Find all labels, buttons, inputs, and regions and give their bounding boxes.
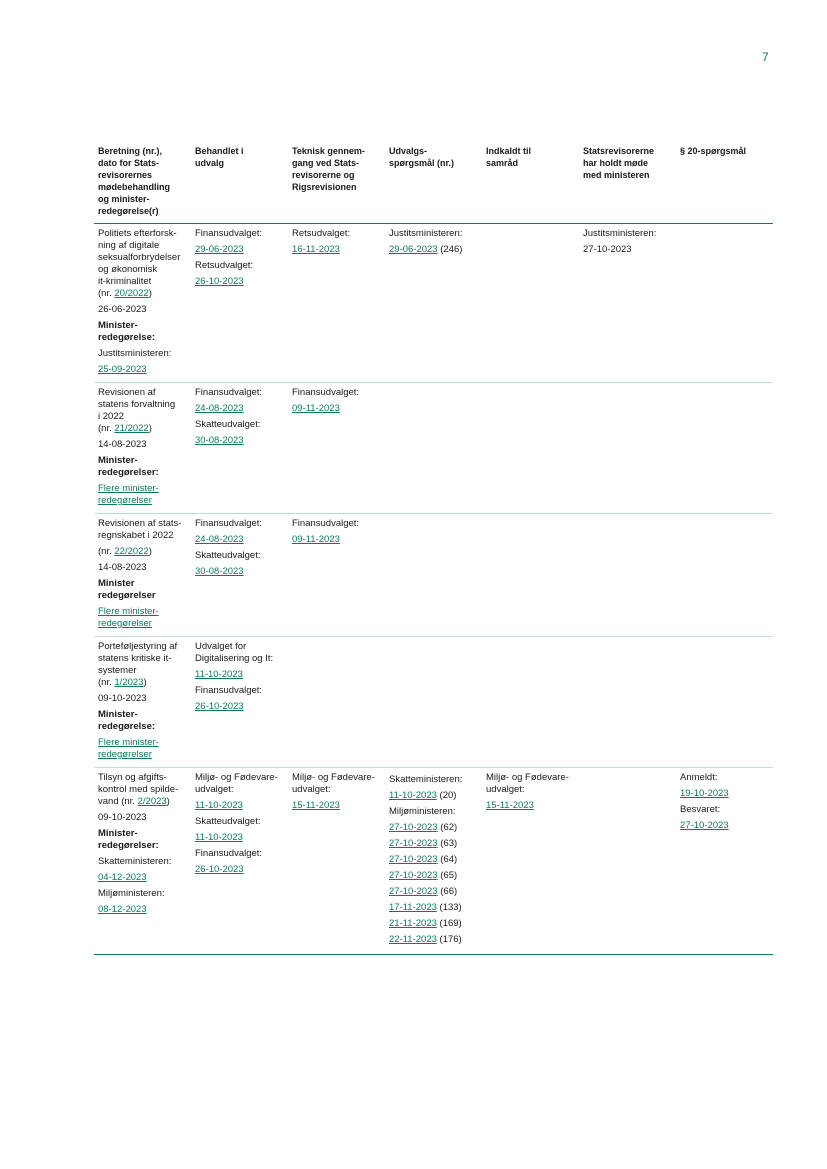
- date-link[interactable]: 29-06-2023: [195, 244, 244, 255]
- cell-samraad: Miljø- og Fødevare- udvalget: 15-11-2023: [482, 768, 579, 955]
- date-link[interactable]: 15-11-2023: [292, 800, 340, 811]
- cell-beretning: Tilsyn og afgifts- kontrol med spilde- vand (nr. 2/2023) 09-10-2023 Minister- redegørelser: Skatteministeren: 04-12-2023 Miljøministeren: 08-12-2023: [94, 768, 191, 955]
- cell-behandlet: Finansudvalget: 29-06-2023 Retsudvalget: 26-10-2023: [191, 224, 288, 383]
- table-header-row: [94, 143, 773, 224]
- cell-beretning: Politiets efterforsk- ning af digitale seksualforbrydelser og økonomisk it-kriminalitet (nr. 20/2022) 26-06-2023 Minister- redegørelse: Justitsministeren: 25-09-2023: [94, 224, 191, 383]
- cell-samraad: [482, 514, 579, 637]
- redegoerelse-link[interactable]: 25-09-2023: [98, 364, 147, 375]
- cell-paragraf-20: Anmeldt: 19-10-2023 Besvaret: 27-10-2023: [676, 768, 773, 955]
- beretning-link[interactable]: 1/2023: [114, 677, 144, 688]
- cell-statsrevisorerne: Justitsministeren: 27-10-2023: [579, 224, 676, 383]
- cell-udvalgsspoergsmaal: [385, 514, 482, 637]
- beretning-link[interactable]: 22/2022: [114, 546, 149, 557]
- cell-paragraf-20: [676, 514, 773, 637]
- date-link[interactable]: 29-06-2023: [389, 244, 438, 255]
- table-row: [94, 768, 773, 955]
- flere-redegoerelser-link[interactable]: Flere minister- redegørelser: [98, 737, 159, 760]
- cell-statsrevisorerne: [579, 514, 676, 637]
- table-row: [94, 514, 773, 637]
- date-link[interactable]: 09-11-2023: [292, 403, 340, 414]
- cell-udvalgsspoergsmaal: [385, 383, 482, 514]
- cell-statsrevisorerne: [579, 383, 676, 514]
- header-behandlet: Behandlet i udvalg: [191, 143, 288, 224]
- date-link[interactable]: 11-10-2023: [195, 832, 243, 843]
- date-link[interactable]: 26-10-2023: [195, 864, 244, 875]
- table-row: [94, 383, 773, 514]
- cell-udvalgsspoergsmaal: [385, 637, 482, 768]
- date-link[interactable]: 26-10-2023: [195, 276, 244, 287]
- date-link[interactable]: 24-08-2023: [195, 534, 244, 545]
- header-beretning: Beretning (nr.), dato for Stats- revisorernes mødebehandling og minister- redegørelse(r): [94, 143, 191, 224]
- table-row: [94, 637, 773, 768]
- cell-behandlet: Finansudvalget: 24-08-2023 Skatteudvalget: 30-08-2023: [191, 383, 288, 514]
- cell-beretning: Revisionen af statens forvaltning i 2022 (nr. 21/2022) 14-08-2023 Minister- redegørelser: Flere minister- redegørelser: [94, 383, 191, 514]
- header-statsrevisorerne: Statsrevisorerne har holdt møde med ministeren: [579, 143, 676, 224]
- beretning-link[interactable]: 2/2023: [137, 796, 167, 807]
- cell-teknisk: Retsudvalget: 16-11-2023: [288, 224, 385, 383]
- date-link[interactable]: 27-10-2023: [389, 886, 438, 897]
- cell-udvalgsspoergsmaal: Justitsministeren: 29-06-2023 (246): [385, 224, 482, 383]
- table-row: [94, 224, 773, 383]
- date-link[interactable]: 30-08-2023: [195, 435, 244, 446]
- header-paragraf-20: § 20-spørgsmål: [676, 143, 773, 224]
- cell-samraad: [482, 383, 579, 514]
- cell-beretning: Porteføljestyring af statens kritiske it- systemer (nr. 1/2023) 09-10-2023 Minister- redegørelse: Flere minister- redegørelser: [94, 637, 191, 768]
- redegoerelse-link[interactable]: 04-12-2023: [98, 872, 147, 883]
- cell-paragraf-20: [676, 224, 773, 383]
- header-samraad: Indkaldt til samråd: [482, 143, 579, 224]
- date-link[interactable]: 27-10-2023: [389, 838, 438, 849]
- date-link[interactable]: 11-10-2023: [389, 790, 437, 801]
- cell-teknisk: Miljø- og Fødevare- udvalget: 15-11-2023: [288, 768, 385, 955]
- date-link[interactable]: 22-11-2023: [389, 934, 437, 945]
- cell-samraad: [482, 224, 579, 383]
- beretning-link[interactable]: 21/2022: [114, 423, 149, 434]
- flere-redegoerelser-link[interactable]: Flere minister- redegørelser: [98, 483, 159, 506]
- date-link[interactable]: 11-10-2023: [195, 800, 243, 811]
- date-link[interactable]: 19-10-2023: [680, 788, 729, 799]
- cell-teknisk: Finansudvalget: 09-11-2023: [288, 514, 385, 637]
- cell-udvalgsspoergsmaal: Skatteministeren: 11-10-2023 (20) Miljøministeren: 27-10-2023 (62) 27-10-2023 (63) 27-10-2023 (64) 27-10-2023 (65) 27-10-2023 (66) 17-11-2023 (133) 21-11-2023 (169) 22-11-2023 (176): [385, 768, 482, 955]
- date-link[interactable]: 21-11-2023: [389, 918, 437, 929]
- cell-teknisk: [288, 637, 385, 768]
- cell-paragraf-20: [676, 383, 773, 514]
- page-number: 7: [762, 50, 769, 64]
- date-link[interactable]: 27-10-2023: [389, 854, 438, 865]
- date-link[interactable]: 26-10-2023: [195, 701, 244, 712]
- cell-statsrevisorerne: [579, 637, 676, 768]
- cell-beretning: Revisionen af stats- regnskabet i 2022 (nr. 22/2022) 14-08-2023 Minister redegørelser Flere minister- redegørelser: [94, 514, 191, 637]
- header-udvalgsspoergsmaal: Udvalgs- spørgsmål (nr.): [385, 143, 482, 224]
- date-link[interactable]: 27-10-2023: [680, 820, 729, 831]
- date-link[interactable]: 27-10-2023: [389, 822, 438, 833]
- cell-behandlet: Finansudvalget: 24-08-2023 Skatteudvalget: 30-08-2023: [191, 514, 288, 637]
- date-link[interactable]: 09-11-2023: [292, 534, 340, 545]
- cell-behandlet: Udvalget for Digitalisering og It: 11-10-2023 Finansudvalget: 26-10-2023: [191, 637, 288, 768]
- date-link[interactable]: 24-08-2023: [195, 403, 244, 414]
- date-link[interactable]: 16-11-2023: [292, 244, 340, 255]
- cell-samraad: [482, 637, 579, 768]
- cell-behandlet: Miljø- og Fødevare- udvalget: 11-10-2023 Skatteudvalget: 11-10-2023 Finansudvalget: 26-10-2023: [191, 768, 288, 955]
- redegoerelse-link[interactable]: 08-12-2023: [98, 904, 147, 915]
- date-link[interactable]: 15-11-2023: [486, 800, 534, 811]
- cell-paragraf-20: [676, 637, 773, 768]
- header-teknisk: Teknisk gennem- gang ved Stats- revisorerne og Rigsrevisionen: [288, 143, 385, 224]
- date-link[interactable]: 11-10-2023: [195, 669, 243, 680]
- beretning-link[interactable]: 20/2022: [114, 288, 149, 299]
- cell-statsrevisorerne: [579, 768, 676, 955]
- date-link[interactable]: 27-10-2023: [389, 870, 438, 881]
- beretning-table: [94, 143, 773, 955]
- cell-teknisk: Finansudvalget: 09-11-2023: [288, 383, 385, 514]
- date-link[interactable]: 30-08-2023: [195, 566, 244, 577]
- date-link[interactable]: 17-11-2023: [389, 902, 437, 913]
- flere-redegoerelser-link[interactable]: Flere minister- redegørelser: [98, 606, 159, 629]
